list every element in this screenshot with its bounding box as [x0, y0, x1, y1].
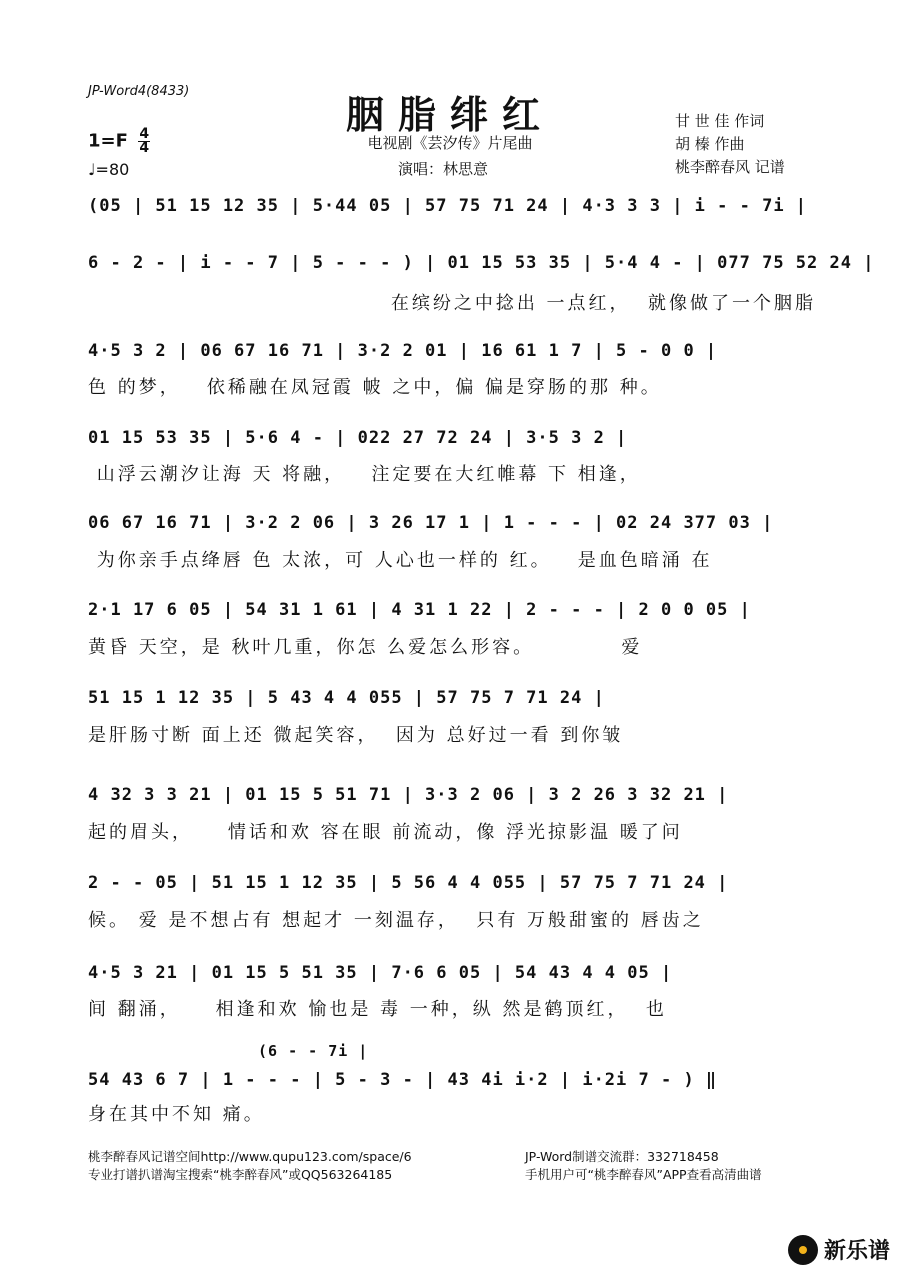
footer-group: JP-Word制谱交流群：332718458: [525, 1149, 719, 1164]
software-label: JP-Word4(8433): [88, 84, 190, 99]
notes-row: 01 15 53 35 | 5·6 4 - | 022 27 72 24 | 3·5 3 2 |: [88, 428, 628, 448]
notes-row: 2·1 17 6 05 | 54 31 1 61 | 4 31 1 22 | 2 - - - | 2 0 0 05 |: [88, 600, 751, 620]
notes-row: 06 67 16 71 | 3·2 2 06 | 3 26 17 1 | 1 - - - | 02 24 377 03 |: [88, 513, 774, 533]
lyrics-row: 间 翻涌， 相逢和欢 愉也是 毒 一种，纵 然是鹤顶红， 也: [88, 999, 667, 1020]
lyrics-row: 候。 爱 是不想占有 想起才 一刻温存， 只有 万般甜蜜的 唇齿之: [88, 910, 704, 931]
lyrics-row: 黄昏 天空，是 秋叶几重，你怎 么爱怎么形容。 爱: [88, 637, 643, 658]
lyrics-row: 身在其中不知 痛。: [88, 1104, 265, 1125]
notes-row: 4·5 3 21 | 01 15 5 51 35 | 7·6 6 05 | 54 43 4 4 05 |: [88, 963, 673, 983]
song-title: 胭脂绯红: [345, 93, 554, 137]
notes-row: 4·5 3 2 | 06 67 16 71 | 3·2 2 01 | 16 61 1 7 | 5 - 0 0 |: [88, 341, 718, 361]
notes-row: (05 | 51 15 12 35 | 5·44 05 | 57 75 71 24 | 4·3 3 3 | i - - 7i |: [88, 196, 808, 216]
brand-name: 新乐谱: [823, 1239, 890, 1264]
time-top: 4: [139, 126, 150, 142]
singer-credit: 演唱：林思意: [398, 160, 489, 178]
time-signature: [138, 128, 150, 155]
notes-row: 51 15 1 12 35 | 5 43 4 4 055 | 57 75 7 71 24 |: [88, 688, 605, 708]
notes-row: 2 - - 05 | 51 15 1 12 35 | 5 56 4 4 055 | 57 75 7 71 24 |: [88, 873, 729, 893]
lyrics-row: 色 的梦， 依稀融在凤冠霞 帔 之中，偏 偏是穿肠的那 种。: [88, 377, 662, 398]
lyrics-row: 山浮云潮汐让海 天 将融， 注定要在大红帷幕 下 相逢，: [88, 464, 641, 485]
footer-website: 桃李醉春风记谱空间http://www.qupu123.com/space/6: [88, 1149, 412, 1164]
tempo-marking: ♩=80: [88, 160, 130, 179]
notes-row: 6 - 2 - | i - - 7 | 5 - - - ) | 01 15 53 35 | 5·4 4 - | 077 75 52 24 |: [88, 253, 875, 273]
lyrics-row: 是肝肠寸断 面上还 微起笑容， 因为 总好过一看 到你皱: [88, 725, 624, 746]
lyricist-credit: 甘 世 佳 作词: [675, 112, 765, 130]
lyrics-row: 在缤纷之中捻出 一点红， 就像做了一个胭脂: [390, 293, 816, 314]
transcriber-credit: 桃李醉春风 记谱: [675, 158, 785, 176]
key-signature: [88, 128, 150, 155]
notes-row: 54 43 6 7 | 1 - - - | 5 - 3 - | 43 4i i·2 | i·2i 7 - ) ‖: [88, 1070, 718, 1090]
lyrics-row: 起的眉头， 情话和欢 容在眼 前流动，像 浮光掠影温 暖了问: [88, 822, 683, 843]
brand-logo: [788, 1234, 890, 1265]
footer-right: [525, 1148, 762, 1184]
song-subtitle: 电视剧《芸汐传》片尾曲: [367, 134, 533, 152]
notes-row: 4 32 3 3 21 | 01 15 5 51 71 | 3·3 2 06 | 3 2 26 3 32 21 |: [88, 785, 729, 805]
key-text: 1=F: [88, 130, 128, 152]
lyrics-row: 为你亲手点绛唇 色 太浓，可 人心也一样的 红。 是血色暗涌 在: [88, 550, 713, 571]
credits-block: [675, 110, 815, 179]
composer-credit: 胡 榛 作曲: [675, 135, 745, 153]
footer-left: [88, 1148, 412, 1184]
time-bottom: 4: [139, 140, 150, 156]
footer-taobao: 专业打谱扒谱淘宝搜索“桃李醉春风”或QQ563264185: [88, 1167, 393, 1182]
alternate-notes: (6 - - 7i |: [258, 1042, 369, 1060]
record-disc-icon: [788, 1235, 818, 1265]
footer-app: 手机用户可“桃李醉春风”APP查看高清曲谱: [525, 1167, 762, 1182]
